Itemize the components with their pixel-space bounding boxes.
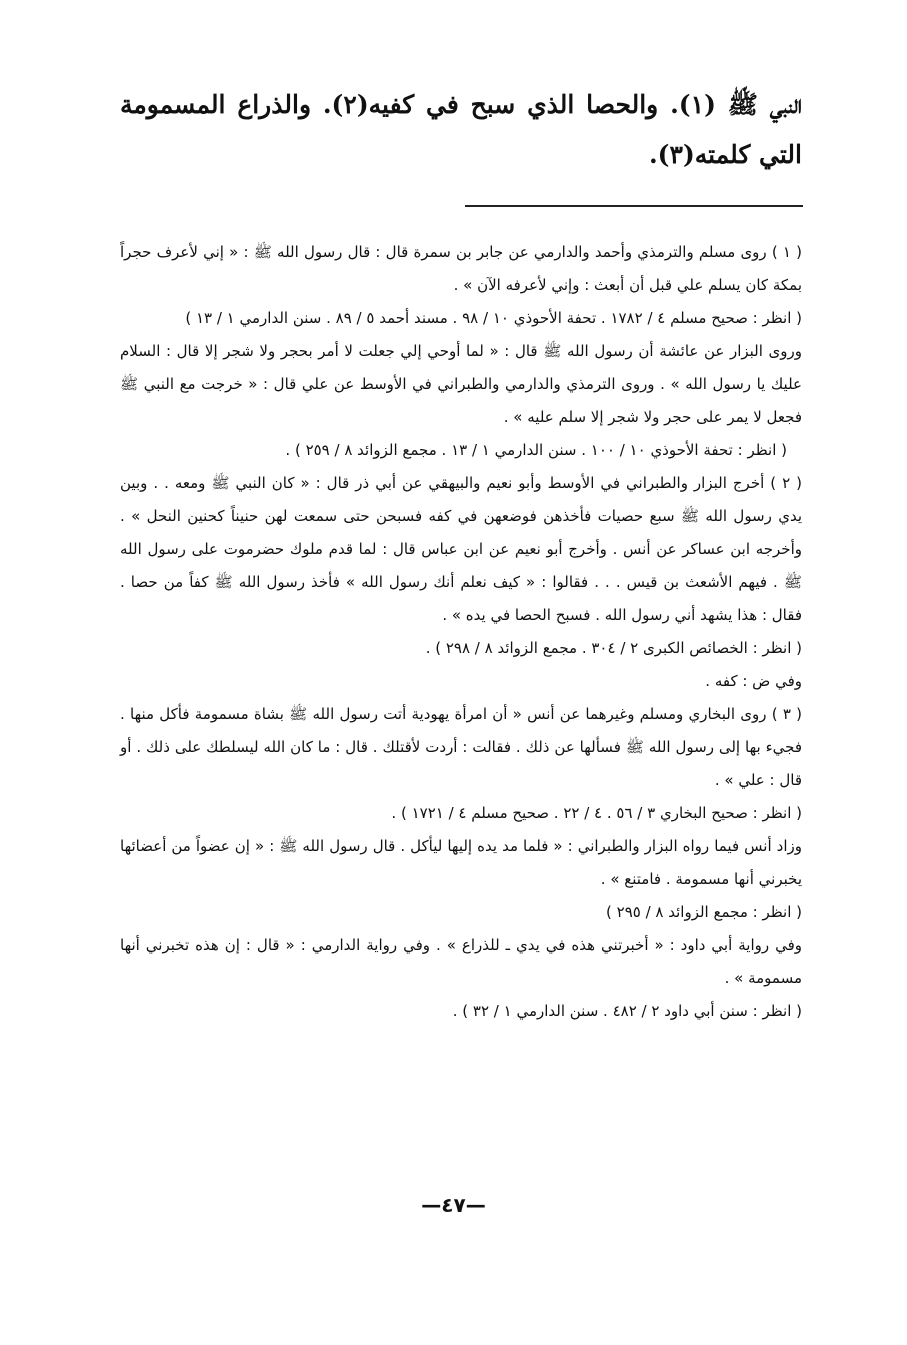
footnote-separator [465, 205, 803, 207]
main-text: النبي ﷺ (١). والحصا الذي سبح في كفيه(٢). والذراع المسمومة التي كلمته(٣). [120, 90, 802, 169]
footnote-2-variant: وفي ض : كفه . [705, 672, 802, 690]
footnotes [120, 236, 802, 1028]
page-number: —٤٧— [421, 1193, 486, 1217]
footnote-3: ( ٣ ) روى البخاري ومسلم وغيرهما عن أنس « أن امرأة يهودية أتت رسول الله ﷺ بشاة مسمومة فأكل منها . فجيء بها إلى رسول الله ﷺ فسألها عن ذلك . فقالت : أردت لأقتلك . قال : ما كان الله ليسلطك على ذلك . أو قال : علي » . [120, 705, 802, 789]
footnote-1: ( ١ ) روى مسلم والترمذي وأحمد والدارمي عن جابر بن سمرة قال : قال رسول الله ﷺ : « إني لأعرف حجراً بمكة كان يسلم علي قبل أن أبعث : وإني لأعرفه الآن » . [120, 243, 802, 294]
footnote-2: ( ٢ ) أخرج البزار والطبراني في الأوسط وأبو نعيم والبيهقي عن أبي ذر قال : « كان النبي ﷺ ومعه . . وبين يدي رسول الله ﷺ سبع حصيات فأخذهن فوضعهن في كفه فسبحن حتى سمعت لهن حنيناً كحنين النحل » . وأخرجه ابن عساكر عن أنس . وأخرج أبو نعيم عن ابن عباس قال : لما قدم ملوك حضرموت على رسول الله ﷺ . فيهم الأشعث بن قيس . . . فقالوا : « كيف نعلم أنك رسول الله » فأخذ رسول الله ﷺ كفاً من حصا . فقال : هذا يشهد أني رسول الله . فسبح الحصا في يده » . [120, 474, 802, 624]
footnote-3-variant-reference: ( انظر : سنن أبي داود ٢ / ٤٨٢ . سنن الدارمي ١ / ٣٢ ) . [452, 1002, 802, 1020]
footnote-1-addition: وروى البزار عن عائشة أن رسول الله ﷺ قال : « لما أوحي إلي جعلت لا أمر بحجر ولا شجر إلا قال : السلام عليك يا رسول الله » . وروى الترمذي والدارمي والطبراني في الأوسط عن علي قال : « خرجت مع النبي ﷺ فجعل لا يمر على حجر ولا شجر إلا سلم عليه » . [120, 342, 802, 426]
footnote-3-variant: وفي رواية أبي داود : « أخبرتني هذه في يدي ـ للذراع » . وفي رواية الدارمي : « قال : إن هذه تخبرني أنها مسمومة » . [120, 936, 802, 987]
footnote-2-reference: ( انظر : الخصائص الكبرى ٢ / ٣٠٤ . مجمع الزوائد ٨ / ٢٩٨ ) . [425, 639, 802, 657]
footnote-3-addition-reference: ( انظر : مجمع الزوائد ٨ / ٢٩٥ ) [606, 903, 802, 921]
footnote-1-addition-reference: ( انظر : تحفة الأحوذي ١٠ / ١٠٠ . سنن الدارمي ١ / ١٣ . مجمع الزوائد ٨ / ٢٥٩ ) . [285, 441, 787, 459]
footnote-3-addition: وزاد أنس فيما رواه البزار والطبراني : « فلما مد يده إليها ليأكل . قال رسول الله ﷺ : « إن عضواً من أعضائها يخبرني أنها مسمومة . فامتنع » . [120, 837, 802, 888]
footnote-1-reference: ( انظر : صحيح مسلم ٤ / ١٧٨٢ . تحفة الأحوذي ١٠ / ٩٨ . مسند أحمد ٥ / ٨٩ . سنن الدارمي ١ / ١٣ ) [185, 309, 802, 327]
footnote-3-reference: ( انظر : صحيح البخاري ٣ / ٥٦ . ٤ / ٢٢ . صحيح مسلم ٤ / ١٧٢١ ) . [391, 804, 802, 822]
